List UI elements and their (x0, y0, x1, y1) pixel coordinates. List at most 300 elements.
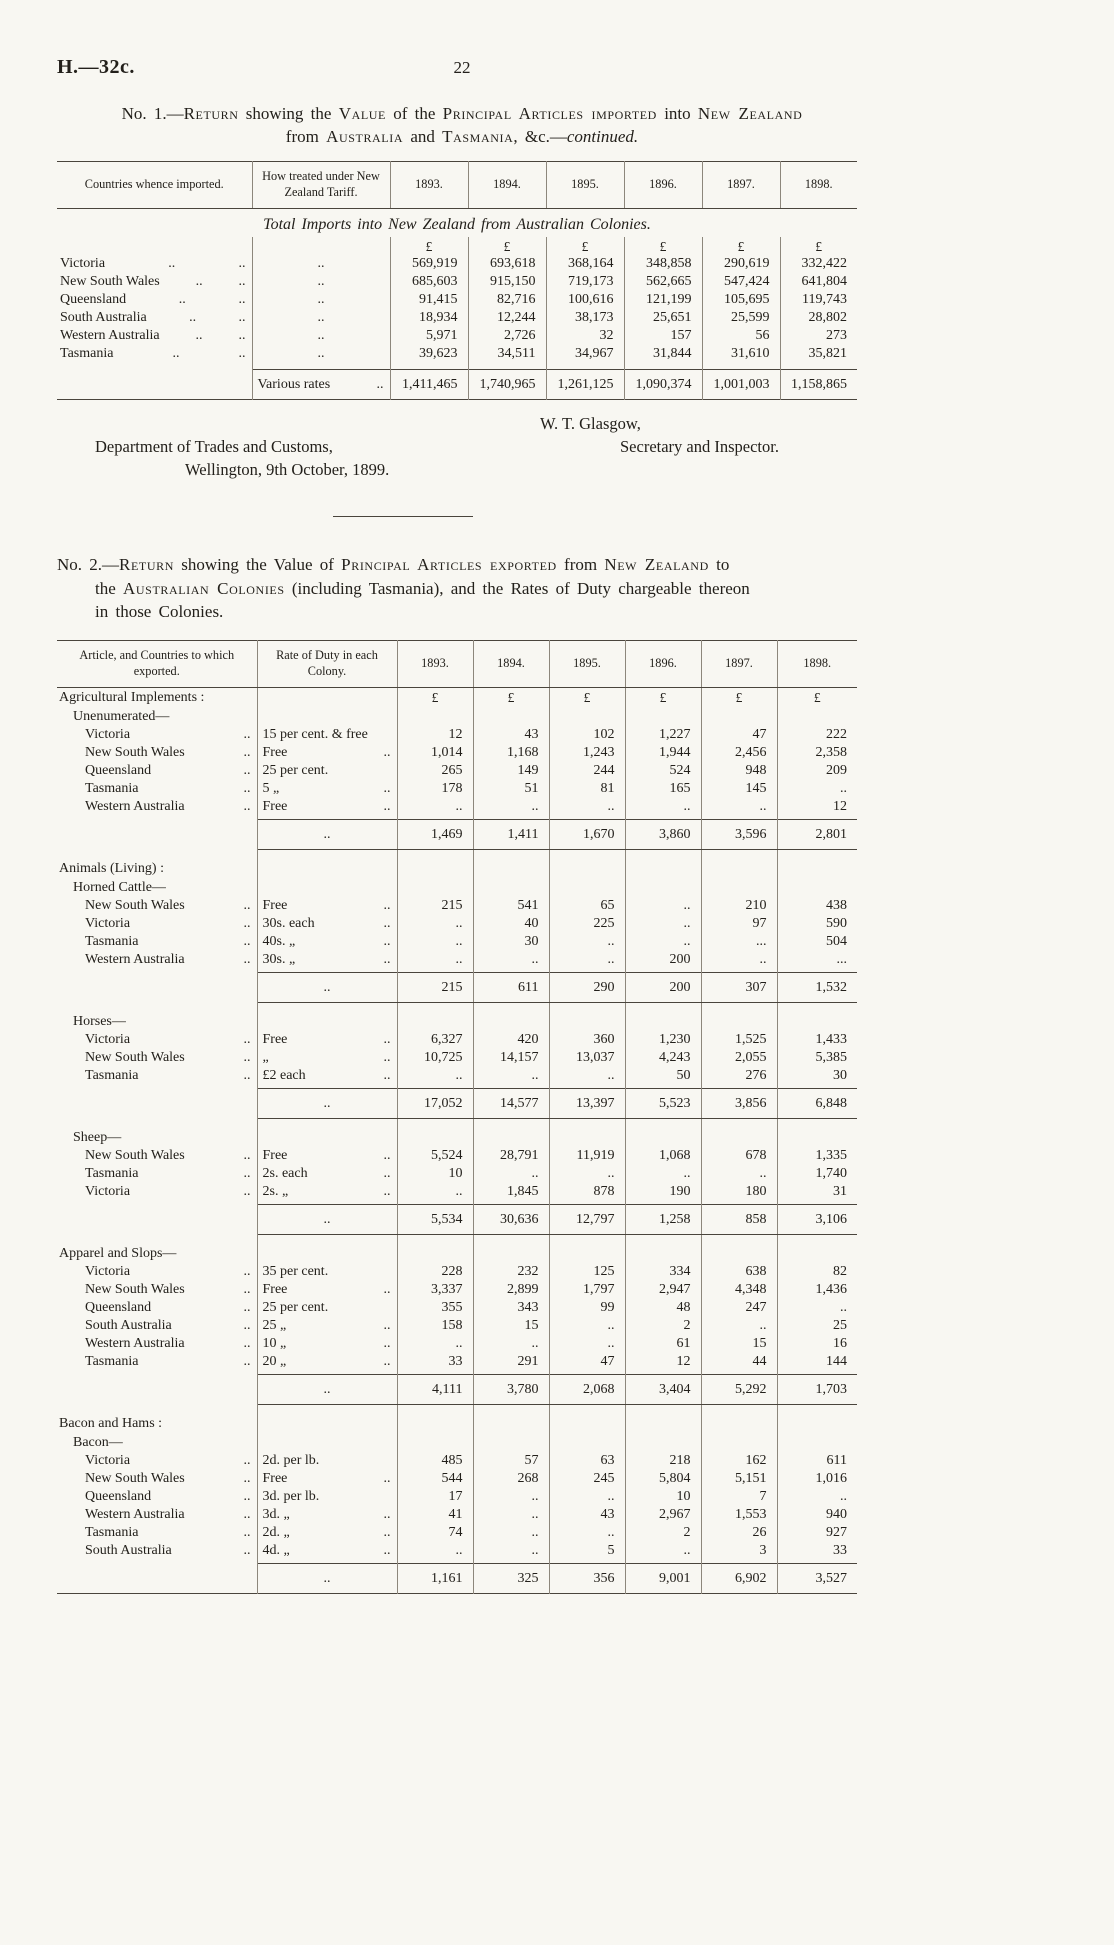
value-cell: 180 (701, 1183, 777, 1201)
blank-cell (701, 1414, 777, 1433)
value-cell: 2,967 (625, 1506, 701, 1524)
rate-wrap (263, 1318, 391, 1334)
value-cell: 30 (473, 933, 549, 951)
title-segment: Principal Articles imported (442, 104, 657, 123)
row-label-wrap (85, 763, 251, 779)
value-cell: 348,858 (624, 255, 702, 273)
value-cell: 590 (826, 915, 847, 931)
currency-symbol: £ (397, 687, 473, 707)
table-row (57, 291, 857, 309)
value-cell: 611 (826, 1452, 847, 1468)
table-row (57, 345, 857, 363)
value-cell: 2,899 (473, 1281, 549, 1299)
row-label: Tasmania (85, 1524, 139, 1540)
currency-symbol: £ (468, 237, 546, 255)
rate-wrap (263, 1148, 391, 1164)
blank-cell (57, 1089, 257, 1119)
dot-leader: .. (383, 798, 391, 814)
title-segment: and (403, 127, 443, 147)
row-label: New South Wales (85, 744, 185, 760)
blank-cell (549, 859, 625, 878)
value-cell: .. (625, 933, 701, 951)
spacer-cell (257, 1235, 397, 1244)
group-subheading: Sheep— (57, 1128, 257, 1147)
page-number: 22 (453, 58, 471, 77)
value-cell: 1,797 (549, 1281, 625, 1299)
value-cell: 332,422 (801, 255, 847, 271)
spacer-cell (57, 850, 257, 859)
value-cell: 149 (473, 762, 549, 780)
blank-cell (57, 973, 257, 1003)
rate-label: 20 „ (262, 1353, 287, 1369)
spacer-cell (624, 363, 702, 370)
title-segment: from (285, 127, 327, 147)
rate-wrap (263, 1525, 391, 1541)
value-cell: .. (473, 1542, 549, 1560)
row-label: Tasmania (85, 780, 139, 796)
total-value-cell: 1,670 (549, 820, 625, 850)
value-cell: 5,971 (390, 327, 468, 345)
rate-label: 25 per cent. (262, 1299, 329, 1315)
blank-cell (397, 1128, 473, 1147)
dot-leader: .. (243, 1067, 251, 1083)
row-label-wrap (85, 952, 251, 968)
title-segment: in those Colonies. (95, 602, 224, 622)
signatory-role: Secretary and Inspector. (620, 437, 779, 457)
title-segment: from (556, 555, 605, 575)
blank-cell (549, 1414, 625, 1433)
row-label-cell (57, 1281, 257, 1299)
blank-cell (57, 1375, 257, 1405)
dot-leader: .. (243, 1183, 251, 1199)
value-cell: ... (701, 933, 777, 951)
col-header-1898: 1898. (777, 640, 857, 687)
blank-cell (397, 878, 473, 897)
row-label: Queensland (85, 1488, 152, 1504)
value-cell: 34,511 (468, 345, 546, 363)
signatory-name: W. T. Glasgow, (540, 414, 641, 434)
rate-cell (257, 798, 397, 816)
row-label: Tasmania (85, 1165, 139, 1181)
exports-table-body (57, 687, 857, 1594)
row-label-cell (57, 1263, 257, 1281)
page-header (57, 56, 867, 84)
value-cell: 245 (549, 1470, 625, 1488)
value-cell: 878 (549, 1183, 625, 1201)
spacer-cell (397, 1003, 473, 1012)
total-value-cell: 611 (473, 973, 549, 1003)
value-cell: .. (701, 951, 777, 969)
value-cell: 43 (549, 1506, 625, 1524)
value-cell: .. (625, 915, 701, 933)
value-cell: 1,014 (397, 744, 473, 762)
table-row (57, 273, 857, 291)
rate-label: 10 „ (262, 1335, 287, 1351)
spacer-cell (473, 1405, 549, 1414)
title-segment: the (95, 578, 124, 598)
value-cell: 1,740 (815, 1165, 847, 1181)
imports-table (57, 161, 857, 400)
value-cell: 562,665 (624, 273, 702, 291)
row-label: New South Wales (60, 273, 160, 289)
value-cell: .. (473, 1524, 549, 1542)
value-cell: .. (840, 1488, 847, 1504)
value-cell: 82,716 (468, 291, 546, 309)
row-label-wrap (60, 292, 246, 308)
value-cell: 44 (701, 1353, 777, 1371)
row-label: Western Australia (85, 1335, 185, 1351)
rate-label: 2s. each (262, 1165, 308, 1181)
rate-cell (257, 1299, 397, 1317)
row-label-wrap (85, 1032, 251, 1048)
currency-symbol: £ (390, 237, 468, 255)
blank-cell (473, 1012, 549, 1031)
rate-wrap (263, 1264, 391, 1280)
value-cell: 14,157 (473, 1049, 549, 1067)
table-row (57, 798, 857, 816)
blank-cell (397, 1414, 473, 1433)
tariff-cell: .. (252, 273, 390, 291)
dot-leader: .. (383, 951, 391, 967)
blank-cell (473, 1414, 549, 1433)
row-label: South Australia (60, 309, 147, 325)
blank-cell (257, 1128, 397, 1147)
rate-cell (257, 1183, 397, 1201)
value-cell: 65 (549, 897, 625, 915)
value-cell: 940 (826, 1506, 847, 1522)
value-cell: 1,016 (815, 1470, 847, 1486)
table-row (57, 897, 857, 915)
total-value-cell: 1,090,374 (624, 370, 702, 400)
title-segment: Return (119, 555, 174, 575)
row-label-cell (57, 744, 257, 762)
total-value-cell: 12,797 (549, 1205, 625, 1235)
dot-leader: .. (383, 1281, 391, 1297)
value-cell: 33 (833, 1542, 847, 1558)
value-cell: .. (840, 1299, 847, 1315)
blank-cell (701, 878, 777, 897)
value-cell: 1,243 (549, 744, 625, 762)
value-cell: .. (549, 1165, 625, 1183)
total-value-cell: 5,534 (397, 1205, 473, 1235)
spacer-cell (625, 1235, 701, 1244)
dot-leader: .. (238, 273, 246, 289)
table-row (57, 1049, 857, 1067)
value-cell: 569,919 (390, 255, 468, 273)
total-value-cell: 3,780 (473, 1375, 549, 1405)
row-label-cell (57, 726, 257, 744)
group-heading: Animals (Living) : (57, 859, 257, 878)
dot-leader: .. (243, 1524, 251, 1540)
group-total-row (57, 1205, 857, 1235)
value-cell: 125 (549, 1263, 625, 1281)
row-label-wrap (60, 274, 246, 290)
value-cell: 915,150 (468, 273, 546, 291)
table-row (57, 780, 857, 798)
value-cell: 35,821 (808, 345, 847, 361)
row-label: New South Wales (85, 1281, 185, 1297)
dot-leader: .. (243, 1353, 251, 1369)
spacer-cell (549, 1003, 625, 1012)
spacer-cell (701, 1405, 777, 1414)
rate-wrap (263, 934, 391, 950)
total-value-cell: 1,161 (397, 1564, 473, 1594)
value-cell: 1,436 (815, 1281, 847, 1297)
rate-label: 2d. per lb. (262, 1452, 320, 1468)
dot-leader: .. (243, 1488, 251, 1504)
blank-cell (777, 1244, 857, 1263)
total-value-cell: 4,111 (397, 1375, 473, 1405)
spacer-cell (397, 850, 473, 859)
blank-cell (549, 1012, 625, 1031)
blank-cell (257, 1012, 397, 1031)
row-label: Tasmania (85, 1353, 139, 1369)
blank-cell (257, 859, 397, 878)
dot-leader: .. (172, 345, 180, 361)
tariff-cell: .. (252, 291, 390, 309)
value-cell: 1,168 (473, 744, 549, 762)
spacer-cell (625, 1119, 701, 1128)
rate-cell (257, 762, 397, 780)
rate-wrap (263, 952, 391, 968)
title-line (57, 577, 867, 600)
row-label-wrap (85, 1318, 251, 1334)
blank-cell (701, 859, 777, 878)
rate-label: 4d. „ (262, 1542, 290, 1558)
rate-cell (257, 1067, 397, 1085)
row-label-wrap (85, 1543, 251, 1559)
spacer-cell (780, 363, 857, 370)
total-value-cell: 6,848 (777, 1089, 857, 1119)
value-cell: 18,934 (390, 309, 468, 327)
group-subheading-row (57, 1433, 857, 1452)
value-cell: 291 (473, 1353, 549, 1371)
rate-wrap (263, 1282, 391, 1298)
rate-label: Free (262, 1470, 288, 1486)
title-segment: New Zealand (697, 104, 803, 123)
total-value-cell: 307 (701, 973, 777, 1003)
spacer-cell (546, 363, 624, 370)
dot-leader: .. (383, 1353, 391, 1369)
spacer-cell (468, 363, 546, 370)
dot-leader: .. (383, 1335, 391, 1351)
value-cell: 31,610 (702, 345, 780, 363)
total-value-cell: 200 (625, 973, 701, 1003)
dot-leader: .. (243, 1049, 251, 1065)
currency-symbol: £ (625, 687, 701, 707)
rate-cell (257, 915, 397, 933)
imports-table-body (57, 208, 857, 400)
rate-label: Free (262, 744, 288, 760)
rate-label: Various rates (257, 377, 331, 393)
total-value-cell: 3,860 (625, 820, 701, 850)
blank-cell (777, 859, 857, 878)
row-label-wrap (85, 1489, 251, 1505)
value-cell: .. (549, 951, 625, 969)
row-label-cell (57, 291, 252, 309)
value-cell: 17 (397, 1488, 473, 1506)
total-rate-cell: .. (257, 1375, 397, 1405)
spacer-cell (625, 850, 701, 859)
title-segment: showing the Value of (173, 555, 342, 575)
table-row (57, 1452, 857, 1470)
title-segment: to (708, 555, 730, 575)
blank-cell (625, 1433, 701, 1452)
value-cell: 215 (397, 897, 473, 915)
row-label-cell (57, 327, 252, 345)
dot-leader: .. (383, 1317, 391, 1333)
dot-leader: .. (243, 762, 251, 778)
spacer-cell (257, 850, 397, 859)
value-cell: 1,845 (473, 1183, 549, 1201)
blank-cell (57, 1205, 257, 1235)
row-label-wrap (85, 1507, 251, 1523)
row-label-wrap (85, 1300, 251, 1316)
table-row (57, 915, 857, 933)
rate-cell (257, 1353, 397, 1371)
dot-leader: .. (238, 291, 246, 307)
value-cell: .. (549, 1067, 625, 1085)
value-cell: 157 (624, 327, 702, 345)
value-cell: 165 (625, 780, 701, 798)
total-value-cell: 17,052 (397, 1089, 473, 1119)
title-segment: Return (183, 104, 239, 123)
value-cell: 265 (397, 762, 473, 780)
group-total-row (57, 973, 857, 1003)
dot-leader: .. (383, 1165, 391, 1181)
spacer-cell (57, 363, 252, 370)
return1-title (57, 102, 867, 149)
doc-reference: H.—32c. (57, 56, 135, 78)
value-cell: 12,244 (468, 309, 546, 327)
imports-total-row (57, 370, 857, 400)
value-cell: 28,802 (808, 309, 847, 325)
col-header-1893: 1893. (397, 640, 473, 687)
value-cell: 225 (549, 915, 625, 933)
row-label: Tasmania (60, 345, 114, 361)
total-value-cell: 3,856 (701, 1089, 777, 1119)
spacer-cell (57, 1235, 257, 1244)
rate-wrap (263, 1507, 391, 1523)
row-label: Victoria (60, 255, 106, 271)
value-cell: 719,173 (546, 273, 624, 291)
row-label: Victoria (85, 915, 131, 931)
group-total-row (57, 1089, 857, 1119)
title-segment: showing the (238, 104, 339, 123)
rate-cell (257, 1281, 397, 1299)
rate-label: 30s. „ (262, 951, 296, 967)
rate-label: Free (262, 1031, 288, 1047)
total-value-cell: 1,158,865 (780, 370, 857, 400)
rate-wrap (263, 781, 391, 797)
table-row (57, 1470, 857, 1488)
col-header-countries: Countries whence imported. (57, 161, 252, 208)
table-row (57, 1281, 857, 1299)
row-label-cell (57, 762, 257, 780)
value-cell: 25 (833, 1317, 847, 1333)
row-label-cell (57, 273, 252, 291)
table-row (57, 255, 857, 273)
rate-wrap (263, 1300, 391, 1316)
total-value-cell: 325 (473, 1564, 549, 1594)
exports-table (57, 640, 857, 1594)
total-value-cell: 3,404 (625, 1375, 701, 1405)
blank-cell (397, 707, 473, 726)
value-cell: 10 (625, 1488, 701, 1506)
title-segment: into (656, 104, 698, 123)
group-total-row (57, 1375, 857, 1405)
dot-leader: .. (243, 1506, 251, 1522)
row-label-wrap (85, 1354, 251, 1370)
group-subheading: Unenumerated— (57, 707, 257, 726)
dot-leader: .. (383, 1147, 391, 1163)
spacer-cell (549, 1119, 625, 1128)
row-label-cell (57, 915, 257, 933)
total-rate-cell: .. (257, 820, 397, 850)
col-header-tariff: How treated under New Zealand Tariff. (252, 161, 390, 208)
spacer-cell (549, 850, 625, 859)
value-cell: 1,553 (701, 1506, 777, 1524)
rate-wrap (263, 1489, 391, 1505)
spacer-cell (777, 850, 857, 859)
rate-cell (257, 933, 397, 951)
value-cell: 31 (833, 1183, 847, 1199)
signature-block (57, 414, 867, 486)
value-cell: 360 (549, 1031, 625, 1049)
blank-cell (777, 1433, 857, 1452)
row-label-wrap (85, 1264, 251, 1280)
title-segment: No. 1.— (121, 104, 184, 123)
rate-wrap (258, 377, 384, 393)
value-cell: 50 (625, 1067, 701, 1085)
blank-cell (257, 1414, 397, 1433)
value-cell: 32 (546, 327, 624, 345)
row-label-cell (57, 1542, 257, 1560)
spacer-cell (57, 1119, 257, 1128)
rate-cell (257, 1488, 397, 1506)
dot-leader: .. (238, 255, 246, 271)
dot-leader: .. (383, 897, 391, 913)
row-label: Queensland (85, 1299, 152, 1315)
section-divider-rule (333, 516, 473, 517)
col-header-1898: 1898. (780, 161, 857, 208)
table-row (57, 1335, 857, 1353)
total-value-cell: 6,902 (701, 1564, 777, 1594)
value-cell: 57 (473, 1452, 549, 1470)
blank-cell (257, 687, 397, 707)
table-row (57, 309, 857, 327)
value-cell: 26 (701, 1524, 777, 1542)
row-label-cell (57, 1165, 257, 1183)
value-cell: 5,385 (815, 1049, 847, 1065)
dot-leader: .. (189, 309, 197, 325)
value-cell: 334 (625, 1263, 701, 1281)
value-cell: .. (397, 1542, 473, 1560)
rate-cell (257, 780, 397, 798)
col-header-1897: 1897. (701, 640, 777, 687)
value-cell: 2,947 (625, 1281, 701, 1299)
value-cell: 5,151 (701, 1470, 777, 1488)
row-label-wrap (85, 781, 251, 797)
title-segment: Australia (326, 127, 404, 147)
value-cell: .. (625, 1165, 701, 1183)
spacer-cell (252, 363, 390, 370)
rate-cell (257, 1452, 397, 1470)
total-rate-cell: .. (257, 1205, 397, 1235)
value-cell: 544 (397, 1470, 473, 1488)
rate-label: 3d. per lb. (262, 1488, 320, 1504)
currency-symbol: £ (549, 687, 625, 707)
